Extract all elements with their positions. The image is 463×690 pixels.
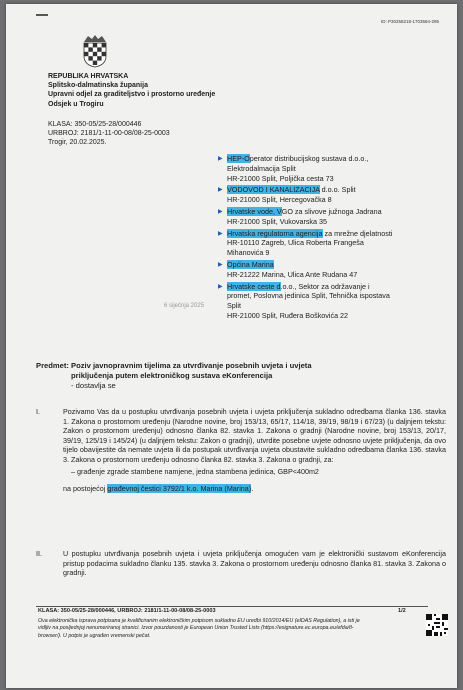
recipient-item — [218, 185, 453, 205]
recipient-address-line: Elektrodalmacija Split — [227, 163, 296, 173]
recipient-name-line — [227, 185, 453, 195]
recipient-highlight: Općina Marina — [227, 259, 274, 269]
recipient-address-line: Split — [227, 301, 241, 311]
recipient-address-line: HR-21000 Split, Hercegovačka 8 — [227, 195, 332, 205]
office-name: Odsjek u Trogiru — [48, 100, 104, 108]
parcel-prefix: na postojećoj — [63, 484, 108, 494]
recipient-item — [218, 282, 453, 321]
building-description: – građenje zgrade stambene namjene, jedna stambena jedinica, GBP<400m2 — [71, 466, 319, 476]
recipient-highlight: Hrvatske ceste d — [227, 281, 281, 291]
subject-label: Predmet: — [36, 361, 69, 370]
recipient-name-line — [227, 207, 453, 217]
recipient-name-line — [227, 229, 453, 239]
recipient-name-rest: perator distribucijskog sustava d.o.o., — [249, 154, 369, 163]
parcel-suffix: . — [251, 484, 254, 494]
recipient-item — [218, 207, 453, 227]
recipient-address-line: HR-21000 Split, Ruđera Boškovića 22 — [227, 310, 349, 320]
page-number: 1/2 — [398, 608, 406, 614]
county-name: Splitsko-dalmatinska županija — [48, 82, 148, 90]
footer-divider — [36, 606, 428, 607]
signature-note: Ova elektronička isprava potpisana je kvalificiranim elektroničkim potpisom sukladno EU uredbi 910/2014/EU (eIDAS Regulation), a isti je vidljiv na posljednjoj nenumeriranoj stranici. Izvor pouzdanosti je European Union Trusted Lists (https://esignature.ec.europa.eu/efda/tl-browser/). U potpis je ugrađen vremenski pečat. — [38, 618, 360, 639]
recipient-item — [218, 229, 453, 258]
issuer-header — [48, 72, 215, 109]
recipient-address-line: Mihanovića 9 — [227, 248, 270, 258]
arrow-right-icon: ▶ — [218, 230, 223, 237]
recipient-address-line: HR-21222 Marina, Ulica Ante Rudana 47 — [227, 269, 358, 279]
place-date: Trogir, 20.02.2025. — [48, 139, 107, 146]
subject-line-3: - dostavlja se — [71, 381, 116, 390]
reference-block — [48, 120, 170, 147]
section-two-number: II. — [36, 549, 42, 558]
recipient-name-line — [227, 282, 453, 292]
scan-mark — [36, 14, 48, 16]
subject-line-1: Poziv javnopravnim tijelima za utvrđivanje posebnih uvjeta i uvjeta — [71, 361, 312, 370]
arrow-right-icon: ▶ — [218, 156, 223, 162]
subject-block — [36, 361, 446, 391]
croatian-coat-of-arms-icon — [81, 34, 109, 68]
qr-code-icon — [426, 614, 448, 636]
recipient-item — [218, 260, 453, 280]
country-name: REPUBLIKA HRVATSKA — [48, 73, 129, 80]
recipient-highlight: Hrvatska regulatorna agencija — [227, 228, 323, 238]
recipient-name-rest: za mrežne djelatnosti — [322, 228, 393, 238]
recipient-address-line: HR-10110 Zagreb, Ulica Roberta Frangeša — [227, 238, 364, 248]
recipient-name-rest: d.o.o. Split — [319, 185, 356, 195]
recipient-name-line — [227, 154, 453, 164]
parcel-highlight: građevnoj čestici 3792/1 k.o. Marina (Marina) — [107, 484, 252, 494]
document-page — [6, 4, 457, 688]
document-id: ID: P30258218-1703584-295 — [380, 19, 439, 24]
urbroj: URBROJ: 2181/1-11-00-08/08-25-0003 — [48, 130, 170, 137]
recipient-address-line: promet, Poslovna jedinica Split, Tehnička ispostava — [227, 291, 390, 301]
recipient-name-rest: GO za slivove južnoga Jadrana — [281, 206, 382, 216]
recipient-address-line: HR-21000 Split, Poljička cesta 73 — [227, 173, 334, 183]
recipient-name-line — [227, 260, 453, 270]
recipient-highlight: VODOVOD I KANALIZACIJA — [227, 185, 320, 195]
section-one-text: Pozivamo Vas da u postupku utvrđivanja posebnih uvjeta i uvjeta priključenja sukladno odredbama članka 136. stavka 1. Zakona o prostornom uređenju (Narodne novine, broj 153/13, 65/17, 114/18, 39/19, 98/19 i 67/23) (u daljnjem tekstu: Zakon o prostornom uređenju) odnosno članka 82. stavka 1. Zakona o gradnji (Narodne novine, broj 153/13, 20/17, 39/19, 125/19 i 145/24) (u daljnjem tekstu: Zakon o gradnji), utvrdite posebne uvjete odnosno uvjete priključenja, da ovo tijelo obavijestite da nemate uvjeta ili da postupak utvrđivanja uvjeta obustavite sukladno odredbama članka 136. stavka 3. Zakona o prostornom uređenju odnosno članka 82. stavka 3. Zakona o gradnji, za: — [63, 407, 446, 464]
arrow-right-icon: ▶ — [218, 208, 223, 215]
faded-stamp: 6 siječnja 2025 — [164, 303, 205, 309]
recipient-highlight: HEP-O — [227, 154, 250, 163]
section-two-text: U postupku utvrđivanja posebnih uvjeta i uvjeta priključenja omogućen vam je elektronički sustavom eKonferencija pristup podacima sukladno članku 135. stavka 3. Zakona o prostornom uređenju odnosno članka 81. stavka 3. Zakona o gradnji. — [63, 549, 446, 578]
section-one-number: I. — [36, 407, 40, 416]
recipient-name-rest: .o.o., Sektor za održavanje i — [280, 281, 370, 291]
recipient-item — [218, 154, 453, 183]
parcel-line — [63, 484, 446, 494]
section-two — [36, 549, 446, 578]
footer-reference: KLASA: 350-05/25-28/000446, URBROJ: 2181/1-11-00-08/08-25-0003 — [38, 608, 216, 614]
klasa: KLASA: 350-05/25-28/000446 — [48, 121, 142, 128]
department-name: Upravni odjel za graditeljstvo i prostorno uređenje — [48, 91, 216, 99]
recipient-address-line: HR-21000 Split, Vukovarska 35 — [227, 216, 328, 226]
section-one — [36, 407, 446, 494]
arrow-right-icon: ▶ — [218, 187, 223, 194]
subject-line-2: priključenja putem elektroničkog sustava eKonferencija — [71, 371, 273, 380]
recipient-list — [218, 154, 453, 323]
recipient-highlight: Hrvatske vode, V — [227, 206, 282, 216]
arrow-right-icon: ▶ — [218, 261, 223, 268]
arrow-right-icon: ▶ — [218, 283, 223, 290]
